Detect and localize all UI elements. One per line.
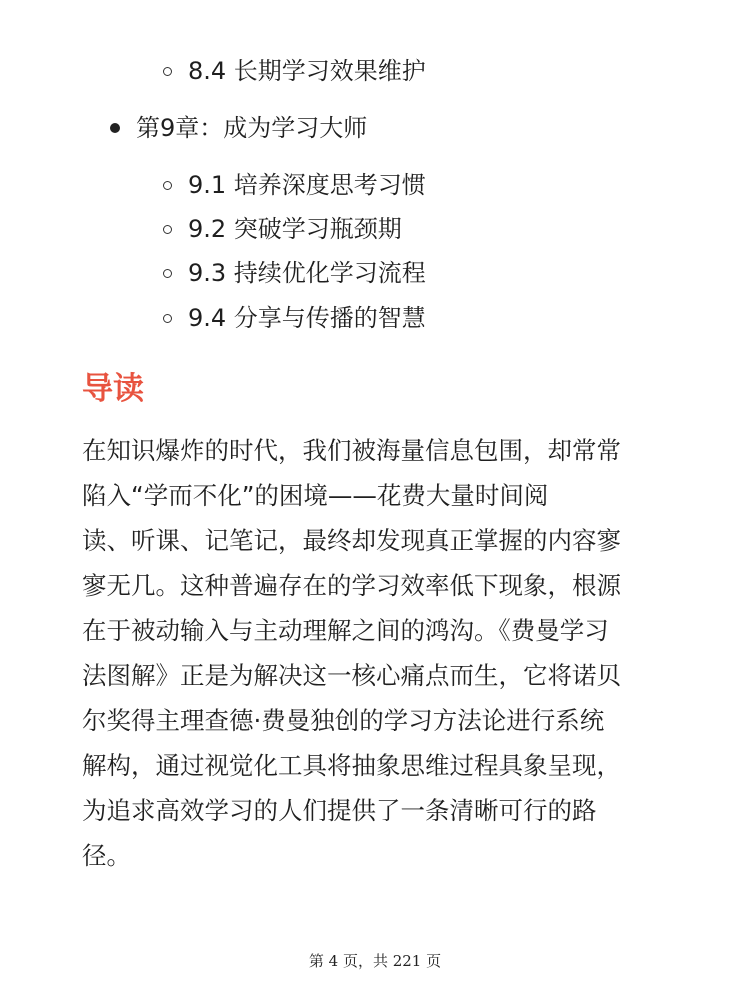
paragraph-line: 寥无几。这种普遍存在的学习效率低下现象，根源 (82, 571, 621, 600)
toc-item-label: 9.3 持续优化学习流程 (188, 259, 426, 287)
toc-item-label: 9.4 分享与传播的智慧 (188, 304, 426, 332)
paragraph-line: 为追求高效学习的人们提供了一条清晰可行的路 (82, 796, 597, 825)
paragraph-line: 尔奖得主理查德·费曼独创的学习方法论进行系统 (82, 706, 605, 735)
toc-item[interactable] (163, 163, 426, 207)
circle-bullet-icon (163, 314, 172, 323)
paragraph-line: 陷入“学而不化”的困境——花费大量时间阅 (82, 481, 549, 510)
toc-item[interactable] (163, 49, 426, 93)
section-heading: 导读 (82, 371, 144, 407)
toc-item-label: 9.1 培养深度思考习惯 (188, 171, 426, 199)
paragraph-line: 在知识爆炸的时代，我们被海量信息包围，却常常 (82, 436, 621, 465)
disc-bullet-icon (110, 123, 120, 133)
paragraph-line: 径。 (82, 841, 131, 870)
toc-item[interactable] (163, 251, 426, 295)
circle-bullet-icon (163, 67, 172, 76)
circle-bullet-icon (163, 181, 172, 190)
paragraph-line: 解构，通过视觉化工具将抽象思维过程具象呈现， (82, 751, 621, 780)
toc-chapter-label: 第9章：成为学习大师 (136, 114, 368, 142)
paragraph-line: 法图解》正是为解决这一核心痛点而生，它将诺贝 (82, 661, 621, 690)
paragraph-line: 在于被动输入与主动理解之间的鸿沟。《费曼学习 (82, 616, 609, 645)
toc-item[interactable] (163, 296, 426, 340)
toc-chapter-item[interactable] (110, 106, 367, 150)
paragraph-line: 读、听课、记笔记，最终却发现真正掌握的内容寥 (82, 526, 621, 555)
intro-paragraph (82, 428, 672, 878)
toc-item[interactable] (163, 207, 402, 251)
toc-item-label: 8.4 长期学习效果维护 (188, 57, 426, 85)
page-number-footer: 第 4 页，共 221 页 (308, 952, 442, 970)
toc-item-label: 9.2 突破学习瓶颈期 (188, 215, 402, 243)
circle-bullet-icon (163, 269, 172, 278)
circle-bullet-icon (163, 225, 172, 234)
